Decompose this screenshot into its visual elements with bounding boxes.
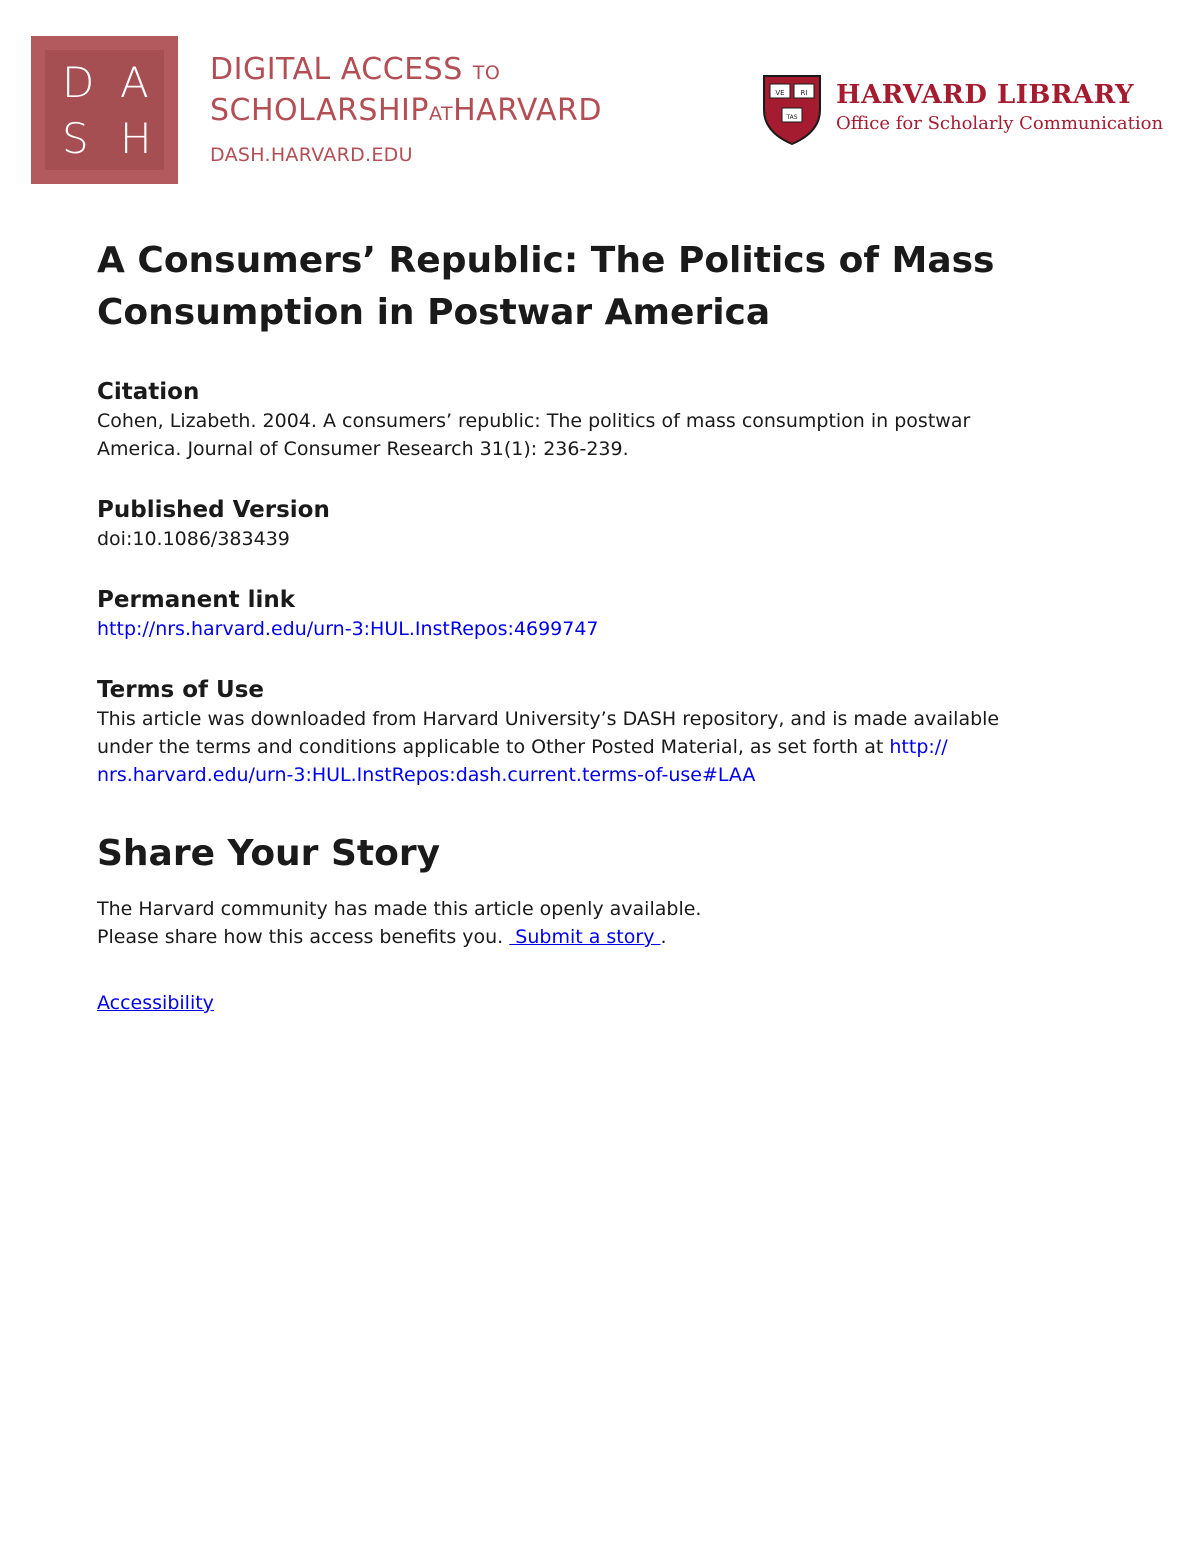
dash-letter-h: H xyxy=(120,114,152,163)
harvard-library-wordmark xyxy=(836,80,1163,138)
share-heading: Share Your Story xyxy=(97,833,441,874)
dash-line2-main1: SCHOLARSHIP xyxy=(210,93,429,128)
cover-page-content xyxy=(97,235,1097,1017)
accessibility-link[interactable]: Accessibility xyxy=(97,992,214,1014)
article-title-line1: A Consumers’ Republic: The Politics of Mass xyxy=(97,240,995,281)
citation-line2: America. Journal of Consumer Research 31(1): 236-239. xyxy=(97,438,629,460)
dash-logo xyxy=(31,36,178,184)
published-version-section xyxy=(97,495,1097,553)
dash-url: DASH.HARVARD.EDU xyxy=(210,144,413,166)
permanent-link-url[interactable]: http://nrs.harvard.edu/urn-3:HUL.InstRepos:4699747 xyxy=(97,618,599,640)
share-line1: The Harvard community has made this article openly available. xyxy=(97,898,702,920)
terms-label: Terms of Use xyxy=(97,677,265,703)
terms-line2: under the terms and conditions applicable to Other Posted Material, as set forth at xyxy=(97,736,890,758)
permanent-link-section xyxy=(97,585,1097,643)
dash-line2-small: AT xyxy=(428,103,454,125)
terms-line1: This article was downloaded from Harvard University’s DASH repository, and is made available xyxy=(97,708,1000,730)
shield-text-tas: TAS xyxy=(786,114,798,121)
shield-text-ri: RI xyxy=(800,89,808,97)
dash-letter-a: A xyxy=(120,58,149,107)
dash-wordmark-line2 xyxy=(210,91,602,134)
dash-letter-s: S xyxy=(62,114,89,163)
share-line2: Please share how this access benefits you. xyxy=(97,926,510,948)
submit-story-link[interactable]: Submit a story xyxy=(509,926,661,948)
article-title xyxy=(97,235,1097,339)
harvard-library-title: HARVARD LIBRARY xyxy=(836,80,1135,110)
shield-text-ve: VE xyxy=(775,89,785,97)
permanent-link-label: Permanent link xyxy=(97,587,296,613)
article-title-line2: Consumption in Postwar America xyxy=(97,292,771,333)
terms-section xyxy=(97,675,1097,789)
share-text xyxy=(97,895,1097,951)
published-version-label: Published Version xyxy=(97,497,330,523)
citation-section xyxy=(97,377,1097,463)
terms-text xyxy=(97,705,1097,789)
dash-wordmark-line1 xyxy=(210,52,602,91)
accessibility-paragraph xyxy=(97,989,1097,1017)
citation-text xyxy=(97,407,1097,463)
harvard-shield-icon xyxy=(762,74,822,146)
permanent-link-paragraph xyxy=(97,615,1097,643)
terms-link-part1[interactable]: http:// xyxy=(889,736,948,758)
dash-letter-d: D xyxy=(62,58,95,107)
terms-link-part2[interactable]: nrs.harvard.edu/urn-3:HUL.InstRepos:dash.current.terms-of-use#LAA xyxy=(97,764,756,786)
dash-wordmark xyxy=(210,52,602,166)
published-version-value: doi:10.1086/383439 xyxy=(97,528,290,550)
citation-line1: Cohen, Lizabeth. 2004. A consumers’ republic: The politics of mass consumption in postwar xyxy=(97,410,971,432)
share-period: . xyxy=(660,926,667,948)
dash-line2-main2: HARVARD xyxy=(453,93,602,128)
dash-line1-main: DIGITAL ACCESS xyxy=(210,52,463,87)
dash-line1-small: TO xyxy=(472,62,501,84)
harvard-library-subtitle: Office for Scholarly Communication xyxy=(836,113,1164,134)
citation-label: Citation xyxy=(97,379,200,405)
